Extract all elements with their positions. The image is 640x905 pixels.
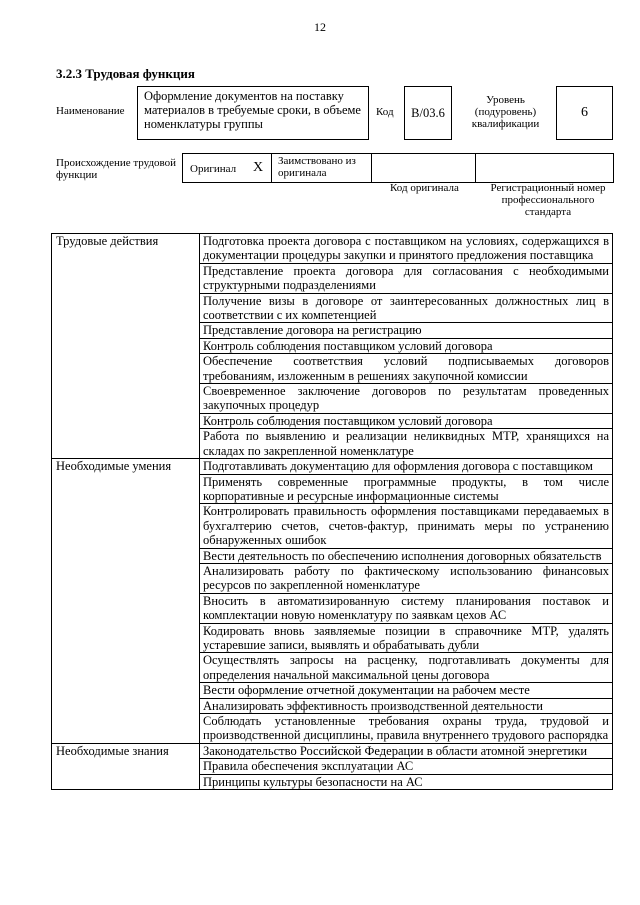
origin-divider bbox=[371, 153, 372, 183]
table-cell: Представление проекта договора для согласования с необходимыми структурными подразделениями bbox=[200, 263, 613, 293]
table-cell: Подготовка проекта договора с поставщиком на условиях, содержащихся в документации процедуры закупки и принятого предложения поставщика bbox=[200, 234, 613, 264]
level-label: Уровень (подуровень) квалификации bbox=[471, 94, 540, 130]
table-cell: Получение визы в договоре от заинтересованных должностных лиц в соответствии с их компетенцией bbox=[200, 293, 613, 323]
origin-label: Происхождение трудовой функции bbox=[56, 157, 177, 181]
table-cell: Вести оформление отчетной документации на рабочем месте bbox=[200, 683, 613, 698]
table-row bbox=[52, 234, 613, 264]
table-cell: Подготавливать документацию для оформления договора с поставщиком bbox=[200, 459, 613, 474]
level-box bbox=[556, 86, 613, 140]
origin-divider bbox=[271, 153, 272, 183]
origin-divider bbox=[475, 153, 476, 183]
code-value: B/03.6 bbox=[411, 106, 445, 120]
table-cell: Кодировать вновь заявляемые позиции в справочнике МТР, удалять устаревшие записи, выявлять и обрабатывать дубли bbox=[200, 623, 613, 653]
table-cell: Соблюдать установленные требования охраны труда, трудовой и производственной дисциплины, правила внутреннего трудового распорядка bbox=[200, 714, 613, 744]
table-cell: Работа по выявлению и реализации неликвидных МТР, хранящихся на складах по закрепленной номенклатуре bbox=[200, 429, 613, 459]
section-title: 3.2.3 Трудовая функция bbox=[56, 66, 195, 81]
table-cell: Своевременное заключение договоров по результатам проведенных закупочных процедур bbox=[200, 384, 613, 414]
table-cell: Вносить в автоматизированную систему планирования поставок и комплектации новую номенклатуру по заявкам цехов АС bbox=[200, 593, 613, 623]
table-cell: Правила обеспечения эксплуатации АС bbox=[200, 759, 613, 774]
table-cell: Контроль соблюдения поставщиком условий договора bbox=[200, 413, 613, 428]
table-cell: Анализировать работу по фактическому использованию финансовых ресурсов по закрепленной номенклатуре bbox=[200, 563, 613, 593]
table-cell: Осуществлять запросы на расценку, подготавливать документы для определения начальной максимальной цены договора bbox=[200, 653, 613, 683]
level-value: 6 bbox=[581, 105, 588, 120]
code-label: Код bbox=[376, 106, 394, 118]
origin-box bbox=[182, 153, 614, 183]
table-cell: Обеспечение соответствия условий подписываемых договоров требованиям, изложенным в решениях закупочной комиссии bbox=[200, 354, 613, 384]
table-cell: Анализировать эффективность производственной деятельности bbox=[200, 698, 613, 713]
category-cell: Необходимые знания bbox=[52, 743, 200, 789]
code-box bbox=[404, 86, 452, 140]
table-row bbox=[52, 459, 613, 474]
table-cell: Представление договора на регистрацию bbox=[200, 323, 613, 338]
table-row bbox=[52, 743, 613, 758]
borrowed-label: Заимствовано из оригинала bbox=[278, 155, 356, 179]
table-cell: Принципы культуры безопасности на АС bbox=[200, 774, 613, 789]
table-cell: Применять современные программные продукты, в том числе корпоративные и ресурсные информационные системы bbox=[200, 474, 613, 504]
name-label: Наименование bbox=[56, 105, 125, 117]
table-cell: Контроль соблюдения поставщиком условий договора bbox=[200, 338, 613, 353]
original-label: Оригинал bbox=[190, 163, 237, 175]
category-cell: Трудовые действия bbox=[52, 234, 200, 459]
table-cell: Вести деятельность по обеспечению исполнения договорных обязательств bbox=[200, 548, 613, 563]
reg-number-label: Регистрационный номер профессионального стандарта bbox=[490, 182, 606, 218]
page-number: 12 bbox=[314, 20, 326, 34]
table-cell: Контролировать правильность оформления поставщиками передаваемых в бухгалтерию счетов, счетов-фактур, принимать меры по устранению обнаруженных ошибок bbox=[200, 504, 613, 548]
function-name-box bbox=[137, 86, 369, 140]
original-mark: X bbox=[253, 160, 264, 175]
code-original-label: Код оригинала bbox=[390, 182, 459, 194]
function-name: Оформление документов на поставку материалов в требуемые сроки, в объеме номенклатуры группы bbox=[144, 89, 361, 131]
function-table bbox=[51, 233, 613, 790]
category-cell: Необходимые умения bbox=[52, 459, 200, 744]
table-cell: Законодательство Российской Федерации в области атомной энергетики bbox=[200, 743, 613, 758]
